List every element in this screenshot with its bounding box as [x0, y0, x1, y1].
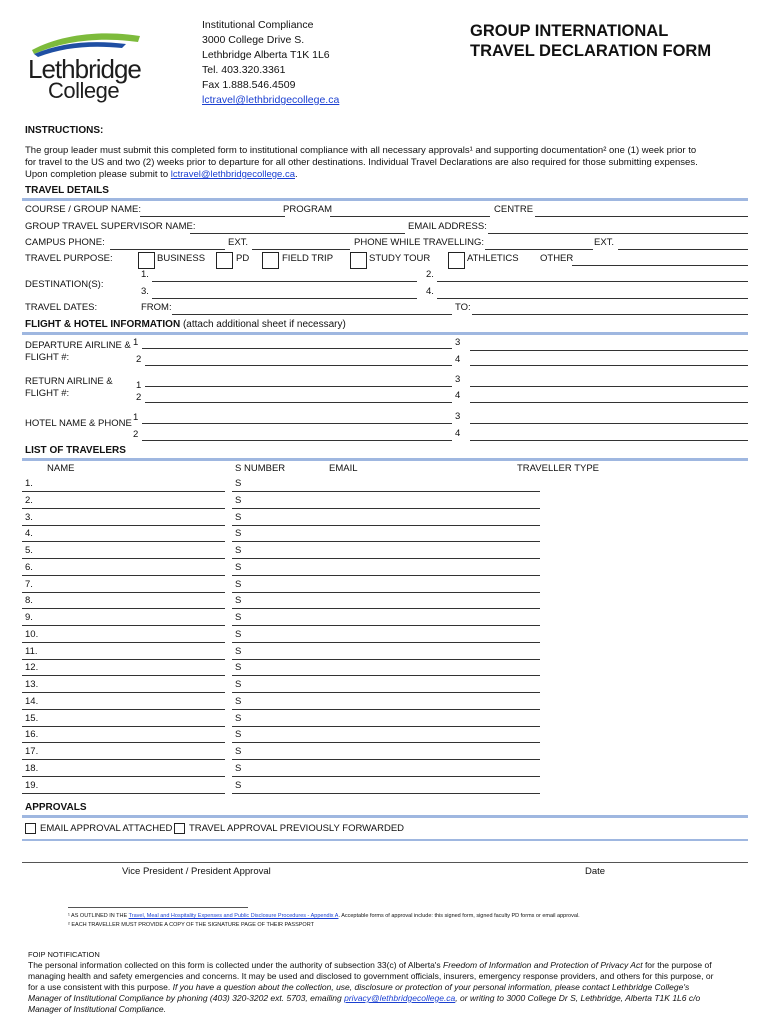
traveler-snumber-email-line[interactable]: [232, 558, 540, 559]
destination-2-line[interactable]: [437, 281, 748, 282]
traveler-snumber-email-line[interactable]: [232, 659, 540, 660]
privacy-email-link[interactable]: privacy@lethbridgecollege.ca: [344, 993, 456, 1003]
travel-dates-label: TRAVEL DATES:: [25, 302, 98, 313]
traveler-name-line[interactable]: [22, 675, 225, 676]
snumber-prefix: S: [235, 629, 242, 640]
traveler-row-number: 14.: [25, 696, 39, 707]
hotel-line-1[interactable]: [142, 423, 452, 424]
instructions-heading: INSTRUCTIONS:: [25, 125, 104, 136]
instructions-line: Upon completion please submit to: [25, 169, 171, 180]
row-number: 2: [136, 354, 142, 365]
campus-phone-input-line[interactable]: [110, 249, 225, 250]
section-divider: [22, 198, 748, 201]
to-date-line[interactable]: [472, 314, 748, 315]
to-label: TO:: [455, 302, 471, 313]
traveler-name-line[interactable]: [22, 525, 225, 526]
traveler-snumber-email-line[interactable]: [232, 541, 540, 542]
traveler-name-line[interactable]: [22, 776, 225, 777]
departure-label-2: FLIGHT #:: [25, 352, 70, 363]
email-input-line[interactable]: [488, 233, 748, 234]
traveler-snumber-email-line[interactable]: [232, 525, 540, 526]
signature-line[interactable]: [22, 862, 748, 863]
traveler-row-number: 11.: [25, 646, 38, 657]
return-line-4[interactable]: [470, 402, 748, 403]
traveler-name-line[interactable]: [22, 625, 225, 626]
traveler-row-number: 3.: [25, 512, 33, 523]
return-label-2: FLIGHT #:: [25, 388, 70, 399]
traveler-snumber-email-line[interactable]: [232, 776, 540, 777]
contact-address: [202, 18, 339, 108]
traveler-name-line[interactable]: [22, 742, 225, 743]
traveler-snumber-email-line[interactable]: [232, 608, 540, 609]
course-input-line[interactable]: [140, 216, 285, 217]
option-pd-label: PD: [236, 253, 250, 264]
travel-details-heading: TRAVEL DETAILS: [25, 185, 109, 196]
option-business-label: BUSINESS: [157, 253, 206, 264]
logo-text-college: College: [48, 78, 120, 103]
traveler-snumber-email-line[interactable]: [232, 692, 540, 693]
checkbox-field-trip[interactable]: [262, 252, 279, 269]
traveler-snumber-email-line[interactable]: [232, 575, 540, 576]
snumber-prefix: S: [235, 495, 242, 506]
course-label: COURSE / GROUP NAME:: [25, 204, 141, 215]
phone-line: Tel. 403.320.3361: [202, 64, 286, 76]
procedures-link[interactable]: Travel, Meal and Hospitality Expenses and Public Disclosure Procedures - Appendix A: [128, 913, 339, 919]
row-number: 4: [455, 390, 461, 401]
dest-number: 2.: [426, 269, 434, 280]
traveler-snumber-email-line[interactable]: [232, 675, 540, 676]
snumber-prefix: S: [235, 595, 242, 606]
foip-act-name: Freedom of Information and Protection of Privacy Act: [443, 960, 643, 970]
traveler-snumber-email-line[interactable]: [232, 625, 540, 626]
traveler-row-number: 15.: [25, 713, 39, 724]
hotel-label: HOTEL NAME & PHONE: [25, 418, 132, 429]
approvals-heading: APPROVALS: [25, 802, 87, 813]
col-email-header: EMAIL: [329, 463, 358, 474]
row-number: 4: [455, 428, 461, 439]
ext-input-line[interactable]: [618, 249, 748, 250]
return-label-1: RETURN AIRLINE &: [25, 376, 113, 387]
traveler-snumber-email-line[interactable]: [232, 759, 540, 760]
date-label: Date: [585, 866, 606, 877]
snumber-prefix: S: [235, 646, 242, 657]
col-type-header: TRAVELLER TYPE: [517, 463, 600, 474]
flight-heading-note: (attach additional sheet if necessary): [180, 319, 346, 330]
row-number: 1: [136, 380, 142, 391]
instructions-line: The group leader must submit this completed form to institutional compliance with all necessary approvals¹ and supporting documentation² one (1) week prior to: [25, 145, 697, 156]
fax-line: Fax 1.888.546.4509: [202, 79, 296, 91]
traveler-row-number: 16.: [25, 729, 39, 740]
traveler-name-line[interactable]: [22, 709, 225, 710]
snumber-prefix: S: [235, 780, 242, 791]
row-number: 3: [455, 337, 461, 348]
footnote-text: ¹ AS OUTLINED IN THE: [68, 913, 129, 919]
form-title: [470, 21, 711, 61]
traveler-name-line[interactable]: [22, 508, 225, 509]
traveler-row-number: 6.: [25, 562, 33, 573]
traveler-snumber-email-line[interactable]: [232, 709, 540, 710]
traveler-name-line[interactable]: [22, 541, 225, 542]
address-line: 3000 College Drive S.: [202, 34, 305, 46]
snumber-prefix: S: [235, 579, 242, 590]
traveler-name-line[interactable]: [22, 793, 225, 794]
col-snumber-header: S NUMBER: [235, 463, 286, 474]
traveler-row-number: 9.: [25, 612, 33, 623]
traveler-name-line[interactable]: [22, 642, 225, 643]
section-divider: [22, 815, 748, 818]
snumber-prefix: S: [235, 478, 242, 489]
flight-heading-bold: FLIGHT & HOTEL INFORMATION: [25, 319, 181, 330]
ext-label: EXT.: [228, 237, 249, 248]
snumber-prefix: S: [235, 528, 242, 539]
snumber-prefix: S: [235, 696, 242, 707]
address-line: Institutional Compliance: [202, 19, 314, 31]
row-number: 3: [455, 374, 461, 385]
foip-line: The personal information collected on this form is collected under the authority of subsection 33(c) of Alberta's: [28, 960, 444, 970]
traveler-row-number: 17.: [25, 746, 39, 757]
foip-line: managing health and safety emergencies and concerns. It may be used and disclosed to government officials, insurers, emergency response providers, and others for this purpose, or: [28, 971, 714, 981]
traveler-name-line[interactable]: [22, 726, 225, 727]
traveler-row-number: 2.: [25, 495, 33, 506]
previously-forwarded-label: TRAVEL APPROVAL PREVIOUSLY FORWARDED: [189, 823, 405, 834]
departure-label-1: DEPARTURE AIRLINE &: [25, 340, 131, 351]
foip-line: Manager of Institutional Compliance by phoning (403) 320-3202 ext. 5703, emailing: [28, 993, 345, 1003]
dest-number: 1.: [141, 269, 149, 280]
traveler-row-number: 12.: [25, 662, 39, 673]
footnote-2: ² EACH TRAVELLER MUST PROVIDE A COPY OF THE SIGNATURE PAGE OF THEIR PASSPORT: [68, 922, 314, 928]
footnote-divider: [68, 907, 248, 908]
traveler-row-number: 1.: [25, 478, 33, 489]
foip-text: [28, 960, 750, 1015]
traveler-row-number: 8.: [25, 595, 33, 606]
checkbox-study-tour[interactable]: [350, 252, 367, 269]
row-number: 2: [133, 429, 139, 440]
col-name-header: NAME: [47, 463, 75, 474]
checkbox-email-approval[interactable]: [25, 823, 36, 834]
foip-line: Manager of Institutional Compliance.: [28, 1004, 166, 1014]
traveler-snumber-email-line[interactable]: [232, 726, 540, 727]
centre-label: CENTRE: [494, 204, 534, 215]
supervisor-input-line[interactable]: [190, 233, 405, 234]
return-line-1[interactable]: [145, 386, 452, 387]
row-number: 2: [136, 392, 142, 403]
email-label: EMAIL ADDRESS:: [408, 221, 487, 232]
row-number: 3: [455, 411, 461, 422]
traveler-name-line[interactable]: [22, 592, 225, 593]
snumber-prefix: S: [235, 729, 242, 740]
option-athletics-label: ATHLETICS: [467, 253, 519, 264]
section-divider: [22, 458, 748, 461]
ext-label: EXT.: [594, 237, 615, 248]
instructions-line: for travel to the US and two (2) weeks prior to departure for all other destinations. Individual Travel Declarations are also required for those submitting expenses.: [25, 157, 698, 168]
return-line-3[interactable]: [470, 386, 748, 387]
traveler-name-line[interactable]: [22, 558, 225, 559]
section-divider: [22, 839, 748, 841]
flight-heading: [25, 319, 346, 330]
program-label: PROGRAM: [283, 204, 333, 215]
destinations-label: DESTINATION(S):: [25, 279, 104, 290]
foip-line: for the purpose of: [642, 960, 712, 970]
snumber-prefix: S: [235, 512, 242, 523]
hotel-line-2[interactable]: [142, 440, 452, 441]
phone-travel-input-line[interactable]: [485, 249, 593, 250]
departure-line-3[interactable]: [470, 350, 748, 351]
destination-4-line[interactable]: [437, 298, 748, 299]
phone-travel-label: PHONE WHILE TRAVELLING:: [354, 237, 485, 248]
traveler-row-number: 13.: [25, 679, 39, 690]
departure-line-1[interactable]: [142, 348, 452, 349]
address-line: Lethbridge Alberta T1K 1L6: [202, 49, 330, 61]
checkbox-business[interactable]: [138, 252, 155, 269]
footnote-1: [68, 913, 580, 919]
traveler-name-line[interactable]: [22, 491, 225, 492]
destination-3-line[interactable]: [152, 298, 417, 299]
dest-number: 4.: [426, 286, 434, 297]
traveler-row-number: 5.: [25, 545, 33, 556]
checkbox-athletics[interactable]: [448, 252, 465, 269]
snumber-prefix: S: [235, 545, 242, 556]
snumber-prefix: S: [235, 679, 242, 690]
departure-line-2[interactable]: [145, 365, 452, 366]
foip-line: If you have a question about the collection, use, disclosure or protection of your personal information, please contact Lethbridge College's: [172, 982, 690, 992]
option-other-label: OTHER: [540, 253, 574, 264]
from-label: FROM:: [141, 302, 172, 313]
traveler-snumber-email-line[interactable]: [232, 592, 540, 593]
traveler-row-number: 7.: [25, 579, 33, 590]
return-line-2[interactable]: [145, 402, 452, 403]
traveler-row-number: 18.: [25, 763, 39, 774]
row-number: 1: [133, 412, 139, 423]
travelers-heading: LIST OF TRAVELERS: [25, 445, 126, 456]
snumber-prefix: S: [235, 746, 242, 757]
destination-1-line[interactable]: [152, 281, 417, 282]
checkbox-previously-forwarded[interactable]: [174, 823, 185, 834]
purpose-label: TRAVEL PURPOSE:: [25, 253, 113, 264]
contact-email-link[interactable]: lctravel@lethbridgecollege.ca: [202, 94, 340, 106]
traveler-name-line[interactable]: [22, 608, 225, 609]
supervisor-label: GROUP TRAVEL SUPERVISOR NAME:: [25, 221, 196, 232]
traveler-row-number: 10.: [25, 629, 39, 640]
snumber-prefix: S: [235, 612, 242, 623]
row-number: 4: [455, 354, 461, 365]
traveler-snumber-email-line[interactable]: [232, 491, 540, 492]
campus-phone-label: CAMPUS PHONE:: [25, 237, 105, 248]
traveler-row-number: 4.: [25, 528, 33, 539]
dest-number: 3.: [141, 286, 149, 297]
traveler-snumber-email-line[interactable]: [232, 793, 540, 794]
traveler-snumber-email-line[interactable]: [232, 508, 540, 509]
program-input-line[interactable]: [330, 216, 490, 217]
hotel-line-3[interactable]: [470, 423, 748, 424]
traveler-name-line[interactable]: [22, 575, 225, 576]
instructions-text: [25, 145, 750, 181]
logo-text-lethbridge: Lethbridge: [28, 54, 141, 84]
period: .: [295, 169, 298, 180]
traveler-name-line[interactable]: [22, 659, 225, 660]
foip-line: for a use consistent with this purpose.: [28, 982, 173, 992]
vp-approval-label: Vice President / President Approval: [122, 866, 271, 877]
checkbox-pd[interactable]: [216, 252, 233, 269]
traveler-row-number: 19.: [25, 780, 39, 791]
option-field-trip-label: FIELD TRIP: [282, 253, 334, 264]
from-date-line[interactable]: [172, 314, 452, 315]
centre-input-line[interactable]: [535, 216, 748, 217]
foip-heading: FOIP NOTIFICATION: [28, 950, 100, 959]
form-title-line1: GROUP INTERNATIONAL: [470, 22, 669, 40]
row-number: 1: [133, 337, 139, 348]
other-input-line[interactable]: [572, 265, 748, 266]
traveler-name-line[interactable]: [22, 692, 225, 693]
foip-line: , or writing to 3000 College Dr S, Lethbridge, Alberta T1K 1L6 c/o: [455, 993, 701, 1003]
footnote-text: . Acceptable forms of approval include: this signed form, signed faculty PD forms or email approval.: [338, 913, 580, 919]
option-study-tour-label: STUDY TOUR: [369, 253, 431, 264]
section-divider: [22, 332, 748, 335]
departure-line-4[interactable]: [470, 365, 748, 366]
snumber-prefix: S: [235, 763, 242, 774]
hotel-line-4[interactable]: [470, 440, 748, 441]
traveler-snumber-email-line[interactable]: [232, 642, 540, 643]
ext-input-line[interactable]: [252, 249, 350, 250]
traveler-snumber-email-line[interactable]: [232, 742, 540, 743]
snumber-prefix: S: [235, 662, 242, 673]
traveler-name-line[interactable]: [22, 759, 225, 760]
email-approval-label: EMAIL APPROVAL ATTACHED: [40, 823, 173, 834]
snumber-prefix: S: [235, 713, 242, 724]
snumber-prefix: S: [235, 562, 242, 573]
submit-email-link[interactable]: lctravel@lethbridgecollege.ca: [170, 169, 295, 180]
form-title-line2: TRAVEL DECLARATION FORM: [470, 42, 712, 60]
